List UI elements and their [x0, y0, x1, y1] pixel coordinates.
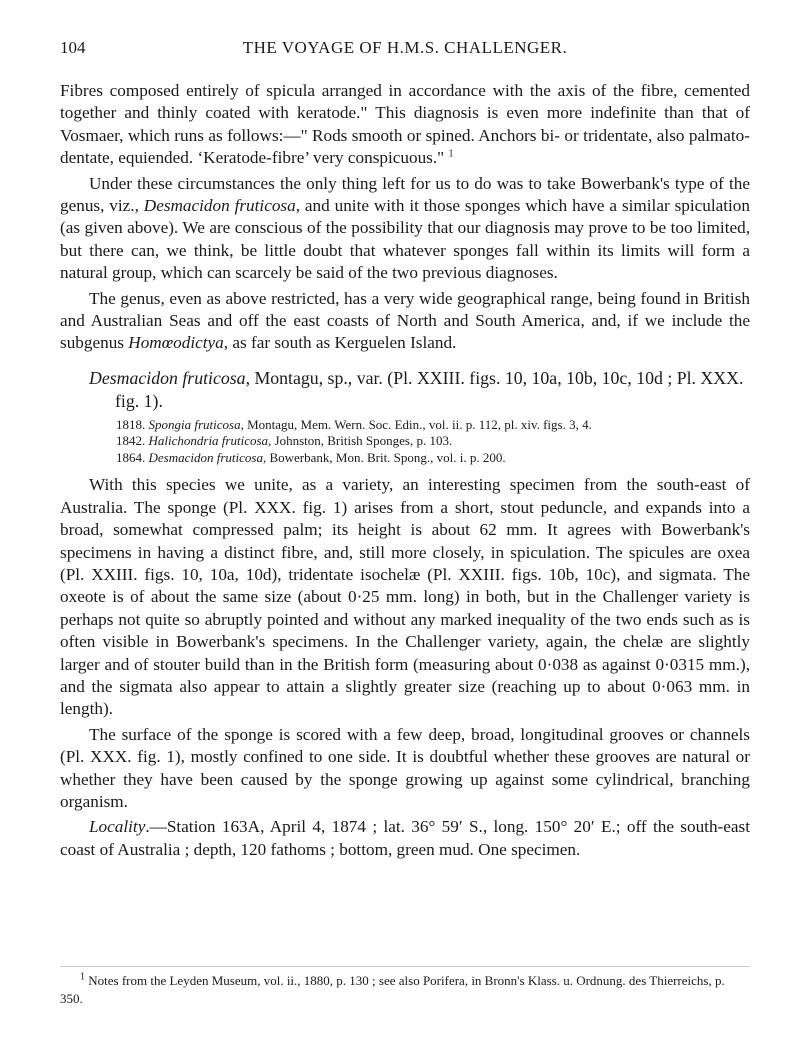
- reference-taxon: Desmacidon fruticosa: [148, 449, 263, 465]
- paragraph-diagnosis-quote: [60, 80, 750, 170]
- footnote: [60, 972, 750, 1007]
- reference-item: [116, 417, 750, 434]
- reference-citation: , Montagu, Mem. Wern. Soc. Edin., vol. ii. p. 112, pl. xiv. figs. 3, 4.: [240, 416, 592, 432]
- paragraph-geographical-range: [60, 288, 750, 355]
- body-text: [60, 80, 750, 861]
- reference-taxon: Halichondria fruticosa: [148, 433, 269, 449]
- reference-citation: , Johnston, British Sponges, p. 103.: [268, 433, 453, 449]
- paragraph-species-description: With this species we unite, as a variety, an interesting specimen from the south-east of Australia. The sponge (Pl. XXX. fig. 1) arises from a short, stout peduncle, and expands into a broad, somewhat compressed palm; its height is about 62 mm. It agrees with Bowerbank's specimens in having a distinct fibre, and, still more closely, in spiculation. The spicules are oxea (Pl. XXIII. figs. 10, 10a, 10d), tridentate isochelæ (Pl. XXIII. figs. 10b, 10c), and sigmata. The oxeote is of about the same size (about 0·25 mm. long) in both, but in the Challenger variety is perhaps not quite so abruptly pointed and without any marked inequality of the two ends such as is often visible in Bowerbank's specimens. In the Challenger variety, again, the chelæ are slightly larger and of stouter build than in the British form (measuring about 0·038 as against 0·0315 mm.), and the sigmata also appear to attain a slightly greater size (reaching up to about 0·063 mm. in length).: [60, 475, 750, 719]
- page-number: 104: [60, 38, 86, 57]
- paragraph-text: , and unite with it those sponges which have a similar spiculation (as given above). We are conscious of the possibility that our diagnosis may prove to be too limited, but there can, we think, be little doubt that whatever sponges fall within its limits will form a natural group, which can scarcely be said of the two previous diagnoses.: [60, 196, 750, 283]
- taxon-name: Homœodictya: [128, 333, 224, 353]
- paragraph-locality: [60, 816, 750, 861]
- paragraph-text: Fibres composed entirely of spicula arranged in accordance with the axis of the fibre, cemented together and thinly coated with keratode." This diagnosis is even more indefinite than that of Vosmaer, which runs as follows:—" Rods smooth or spined. Anchors bi- or tridentate, also palmato-dentate, equiended. ‘Keratode-fibre’ very conspicuous.": [60, 81, 750, 168]
- species-heading: [89, 367, 750, 413]
- reference-year: 1864.: [116, 449, 146, 465]
- synonymy-references: [116, 417, 750, 467]
- reference-year: 1818.: [116, 416, 146, 432]
- paragraph-circumstances: [60, 173, 750, 285]
- reference-item: [116, 433, 750, 450]
- running-header: [60, 38, 750, 62]
- footnote-divider: [60, 966, 750, 967]
- locality-text: .—Station 163A, April 4, 1874 ; lat. 36° 59′ S., long. 150° 20′ E.; off the south-east coast of Australia ; depth, 120 fathoms ; bottom, green mud. One specimen.: [60, 817, 750, 859]
- taxon-name: Desmacidon fruticosa: [143, 196, 296, 216]
- reference-year: 1842.: [116, 433, 146, 449]
- locality-label: Locality: [89, 817, 146, 837]
- reference-citation: , Bowerbank, Mon. Brit. Spong., vol. i. p. 200.: [262, 449, 506, 465]
- paragraph-surface: The surface of the sponge is scored with a few deep, broad, longitudinal grooves or channels (Pl. XXX. fig. 1), mostly confined to one side. It is doubtful whether these grooves are natural or whether they have been caused by the sponge growing up against some cylindrical, branching organism.: [60, 724, 750, 812]
- reference-taxon: Spongia fruticosa: [148, 416, 241, 432]
- reference-item: [116, 450, 750, 467]
- footnote-mark: 1: [80, 971, 85, 983]
- footnote-reference: 1: [448, 148, 454, 160]
- paragraph-text: The genus, even as above restricted, has a very wide geographical range, being found in British and Australian Seas and off the east coasts of North and South America, and, if we include the subgenus: [60, 288, 750, 353]
- running-title: THE VOYAGE OF H.M.S. CHALLENGER.: [242, 38, 568, 57]
- species-heading-rest: , Montagu, sp., var. (Pl. XXIII. figs. 10, 10a, 10b, 10c, 10d ; Pl. XXX. fig. 1).: [115, 367, 744, 411]
- species-name: Desmacidon fruticosa: [89, 367, 246, 388]
- paragraph-text: Under these circumstances the only thing left for us to do was to take Bowerbank's type of the genus, viz.,: [60, 173, 750, 216]
- paragraph-text: , as far south as Kerguelen Island.: [223, 333, 457, 353]
- footnote-text: Notes from the Leyden Museum, vol. ii., 1880, p. 130 ; see also Porifera, in Bronn's Klass. u. Ordnung. des Thierreichs, p. 350.: [60, 973, 725, 1006]
